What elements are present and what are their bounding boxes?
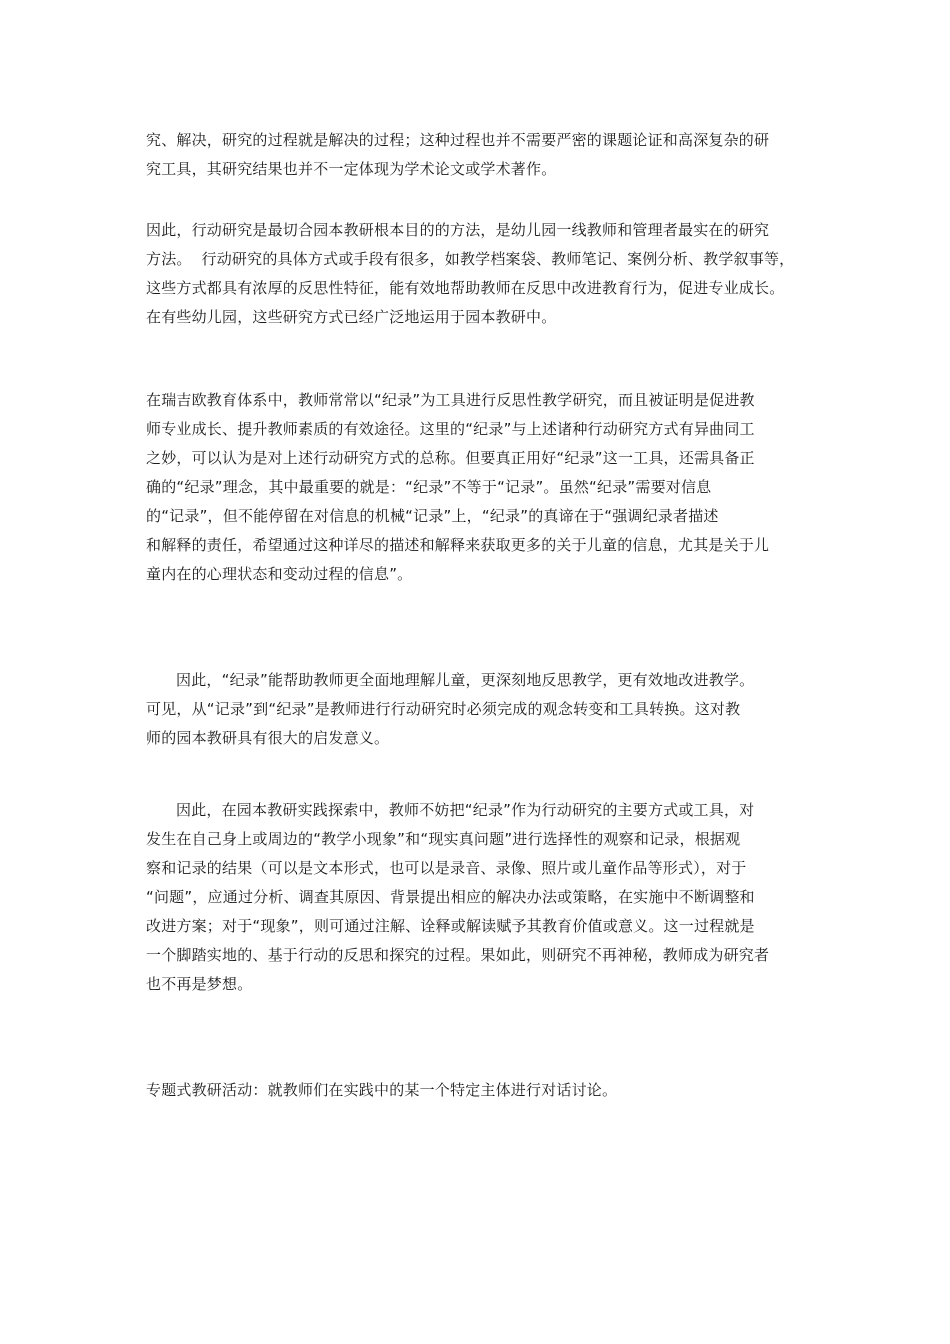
text-line: 察和记录的结果（可以是文本形式，也可以是录音、录像、照片或儿童作品等形式），对于 [146, 859, 747, 877]
paragraph-practice-exploration [146, 796, 806, 999]
text-line: 可见，从“记录”到“纪录”是教师进行行动研究时必须完成的观念转变和工具转换。这对教 [146, 700, 741, 718]
text-line: 这些方式都具有浓厚的反思性特征，能有效地帮助教师在反思中改进教育行为，促进专业成长。 [146, 279, 785, 297]
text-line: 也不再是梦想。 [146, 975, 253, 993]
paragraph-thematic-activity [146, 1076, 806, 1105]
text-line: 专题式教研活动：就教师们在实践中的某一个特定主体进行对话讨论。 [146, 1081, 618, 1099]
text-line: 一个脚踏实地的、基于行动的反思和探究的过程。果如此，则研究不再神秘，教师成为研究者 [146, 946, 770, 964]
text-line: 究、解决，研究的过程就是解决的过程；这种过程也并不需要严密的课题论证和高深复杂的研 [146, 131, 770, 149]
text-line: 因此，行动研究是最切合园本教研根本目的的方法，是幼儿园一线教师和管理者最实在的研究 [146, 221, 770, 239]
text-line: “问题”，应通过分析、调查其原因、背景提出相应的解决办法或策略，在实施中不断调整和 [146, 888, 755, 906]
text-line: 究工具，其研究结果也并不一定体现为学术论文或学术著作。 [146, 160, 557, 178]
text-line: 确的“纪录”理念，其中最重要的就是：“纪录”不等于“记录”。虽然“纪录”需要对信息 [146, 478, 712, 496]
text-line: 童内在的心理状态和变动过程的信息”。 [146, 565, 413, 583]
text-line: 师专业成长、提升教师素质的有效途径。这里的“纪录”与上述诸种行动研究方式有异曲同工 [146, 420, 755, 438]
text-line: 因此，在园本教研实践探索中，教师不妨把“纪录”作为行动研究的主要方式或工具，对 [176, 801, 755, 819]
paragraph-understanding-children [146, 666, 806, 753]
text-line: 和解释的责任，希望通过这种详尽的描述和解释来获取更多的关于儿童的信息，尤其是关于儿 [146, 536, 770, 554]
text-line: 的“记录”，但不能停留在对信息的机械“记录”上，“纪录”的真谛在于“强调纪录者描述 [146, 507, 719, 525]
text-line: 发生在自己身上或周边的“教学小现象”和“现实真问题”进行选择性的观察和记录，根据观 [146, 830, 741, 848]
paragraph-research-process [146, 126, 806, 184]
paragraph-reggio-documentation [146, 386, 806, 589]
text-line: 在瑞吉欧教育体系中，教师常常以“纪录”为工具进行反思性教学研究，而且被证明是促进教 [146, 391, 755, 409]
text-line: 改进方案；对于“现象”，则可通过注解、诠释或解读赋予其教育价值或意义。这一过程就是 [146, 917, 755, 935]
paragraph-action-research [146, 216, 806, 332]
text-line: 因此，“纪录”能帮助教师更全面地理解儿童，更深刻地反思教学，更有效地改进教学。 [176, 671, 755, 689]
text-line: 之妙，可以认为是对上述行动研究方式的总称。但要真正用好“纪录”这一工具，还需具备正 [146, 449, 755, 467]
text-line: 方法。 行动研究的具体方式或手段有很多，如教学档案袋、教师笔记、案例分析、教学叙事等， [146, 250, 795, 268]
text-line: 师的园本教研具有很大的启发意义。 [146, 729, 390, 747]
text-line: 在有些幼儿园，这些研究方式已经广泛地运用于园本教研中。 [146, 308, 557, 326]
